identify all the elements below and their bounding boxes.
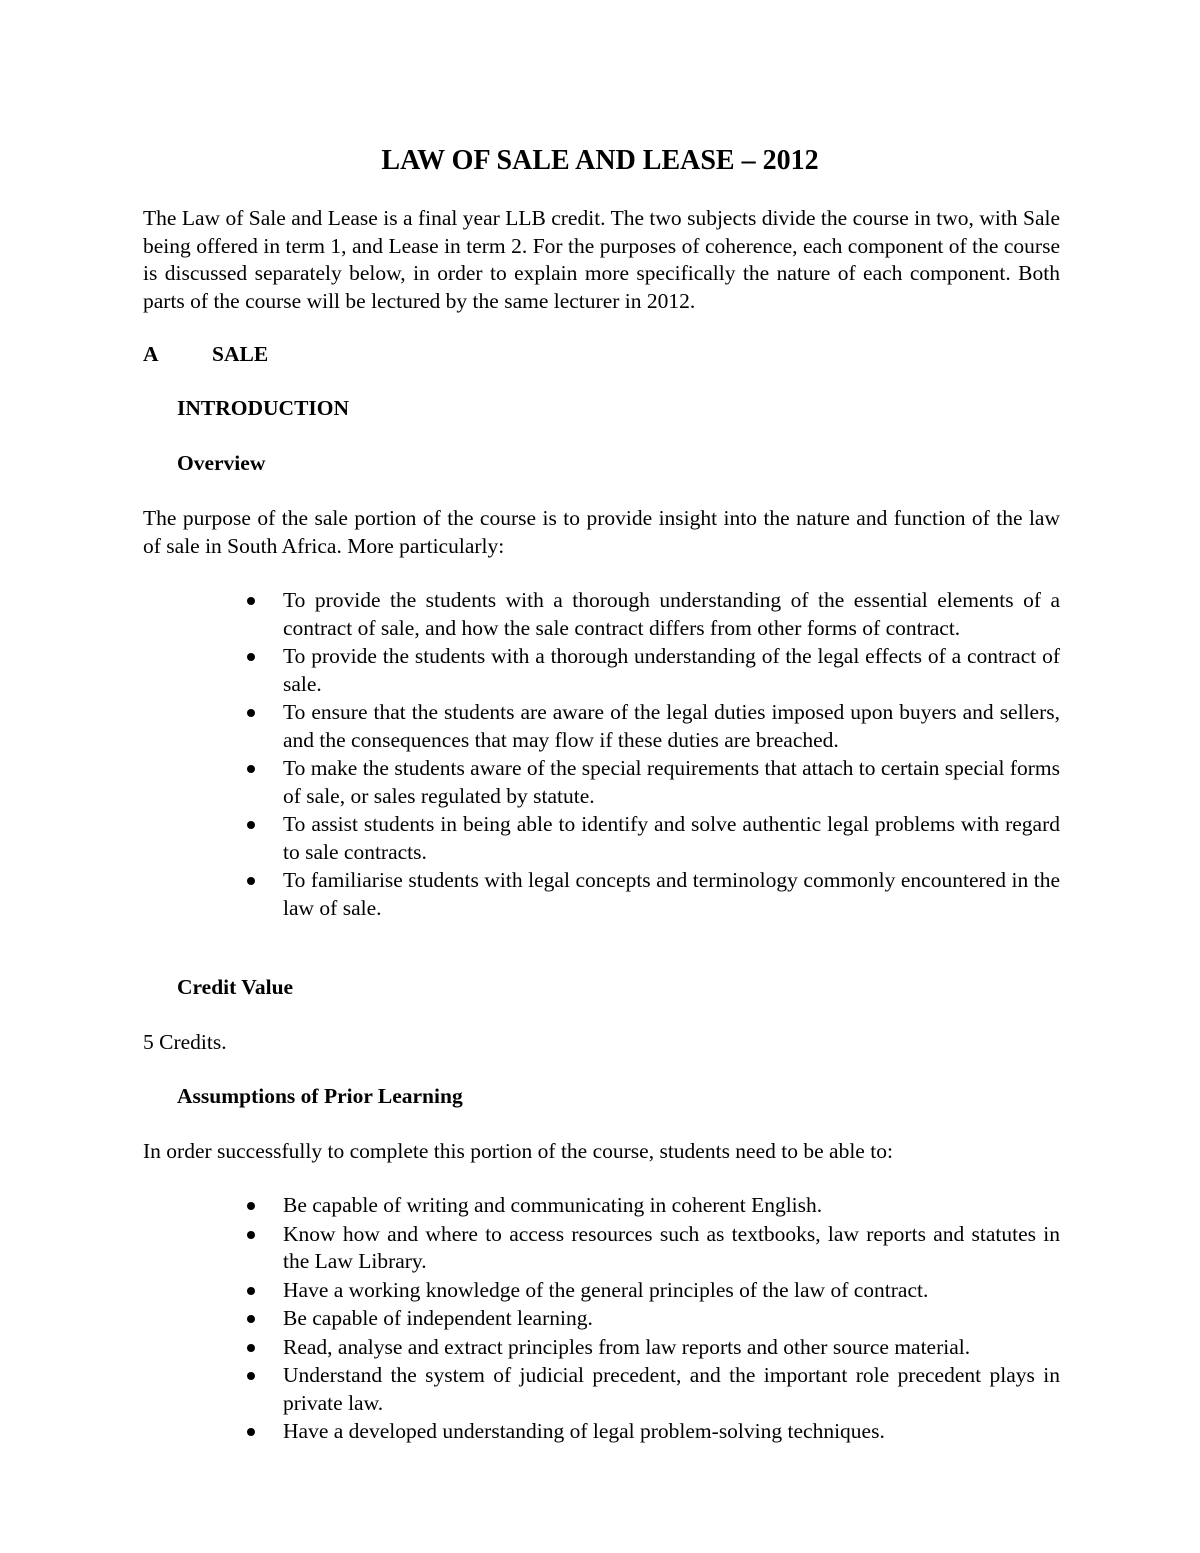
list-item — [243, 811, 1060, 866]
list-item — [243, 1221, 1060, 1276]
section-label: SALE — [212, 342, 269, 366]
bullet-icon — [247, 1315, 255, 1323]
list-item-text: To familiarise students with legal concepts and terminology commonly encountered in the law of sale. — [283, 868, 1060, 920]
assumptions-paragraph: In order successfully to complete this portion of the course, students need to be able to: — [143, 1139, 893, 1163]
list-item — [243, 1277, 1060, 1305]
list-item — [243, 643, 1060, 698]
bullet-icon — [247, 1287, 255, 1295]
list-item — [243, 867, 1060, 922]
bullet-icon — [247, 1372, 255, 1380]
bullet-icon — [247, 1428, 255, 1436]
list-item-text: To assist students in being able to identify and solve authentic legal problems with regard to sale contracts. — [283, 812, 1060, 864]
list-item — [243, 587, 1060, 642]
list-item — [243, 755, 1060, 810]
list-item-text: Read, analyse and extract principles from law reports and other source material. — [283, 1334, 971, 1359]
section-letter: A — [143, 342, 159, 366]
intro-paragraph: The Law of Sale and Lease is a final year LLB credit. The two subjects divide the course in two, with Sale being offered in term 1, and Lease in term 2. For the purposes of coherence, each component of the course is discussed separately below, in order to explain more specifically the nature of each component. Both parts of the course will be lectured by the same lecturer in 2012. — [143, 206, 1060, 313]
bullet-icon — [247, 1344, 255, 1352]
list-item-text: To provide the students with a thorough understanding of the essential elements of a contract of sale, and how the sale contract differs from other forms of contract. — [283, 588, 1060, 640]
bullet-icon — [247, 653, 255, 661]
list-item — [243, 1305, 1060, 1333]
bullet-icon — [247, 709, 255, 717]
credit-value-text: 5 Credits. — [143, 1030, 227, 1054]
list-item-text: Be capable of independent learning. — [283, 1306, 593, 1330]
overview-paragraph: The purpose of the sale portion of the course is to provide insight into the nature and function of the law of sale in South Africa. More particularly: — [143, 506, 1060, 558]
bullet-icon — [247, 765, 255, 773]
list-item-text: To provide the students with a thorough understanding of the legal effects of a contract of sale. — [283, 644, 1060, 696]
bullet-icon — [247, 821, 255, 829]
list-item — [243, 1362, 1060, 1417]
assumptions-bullet-list — [243, 1192, 1060, 1447]
list-item-text: Know how and where to access resources such as textbooks, law reports and statutes in the Law Library. — [283, 1221, 1060, 1273]
list-item-text: Be capable of writing and communicating in coherent English. — [283, 1193, 823, 1217]
list-item — [243, 1334, 1060, 1362]
bullet-icon — [247, 877, 255, 885]
list-item-text: Have a working knowledge of the general principles of the law of contract. — [283, 1277, 929, 1302]
list-item-text: To make the students aware of the special requirements that attach to certain special forms of sale, or sales regulated by statute. — [283, 756, 1060, 808]
list-item-text: Have a developed understanding of legal problem-solving techniques. — [283, 1419, 885, 1443]
list-item — [243, 1418, 1060, 1446]
bullet-icon — [247, 1202, 255, 1210]
list-item — [243, 699, 1060, 754]
list-item — [243, 1192, 1060, 1220]
list-item-text: To ensure that the students are aware of the legal duties imposed upon buyers and sellers, and the consequences that may flow if these duties are breached. — [283, 700, 1060, 752]
bullet-icon — [247, 597, 255, 605]
overview-heading: Overview — [177, 451, 266, 475]
introduction-heading: INTRODUCTION — [177, 396, 350, 420]
overview-bullet-list — [243, 587, 1060, 923]
list-item-text: Understand the system of judicial precedent, and the important role precedent plays in private law. — [283, 1363, 1060, 1415]
document-title: LAW OF SALE AND LEASE – 2012 — [381, 145, 819, 176]
assumptions-heading: Assumptions of Prior Learning — [177, 1084, 463, 1108]
bullet-icon — [247, 1231, 255, 1239]
credit-value-heading: Credit Value — [177, 975, 294, 999]
